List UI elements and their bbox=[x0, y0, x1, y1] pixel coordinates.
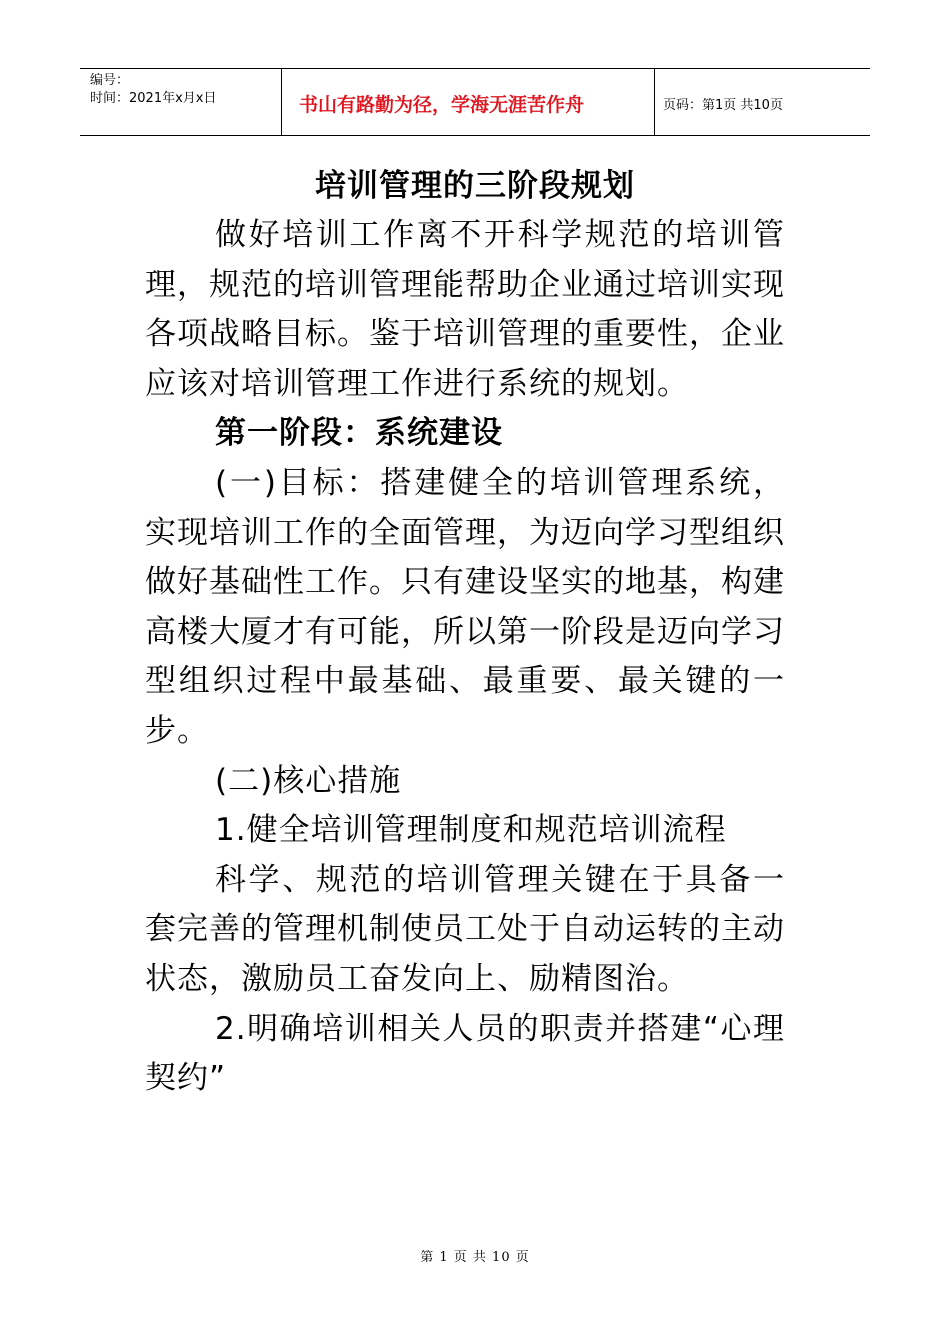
paragraph-intro: 做好培训工作离不开科学规范的培训管理，规范的培训管理能帮助企业通过培训实现各项战略目标。鉴于培训管理的重要性，企业应该对培训管理工作进行系统的规划。 bbox=[145, 217, 785, 402]
header-motto: 书山有路勤为径，学海无涯苦作舟 bbox=[299, 93, 585, 116]
paragraph-goal: (一)目标：搭建健全的培训管理系统，实现培训工作的全面管理，为迈向学习型组织做好基础性工作。只有建设坚实的地基，构建高楼大厦才有可能，所以第一阶段是迈向学习型组织过程中最基础、最重要、最关键的一步。 bbox=[145, 464, 785, 749]
paragraph-management-mechanism: 科学、规范的培训管理关键在于具备一套完善的管理机制使员工处于自动运转的主动状态，激励员工奋发向上、励精图治。 bbox=[145, 861, 785, 997]
subheading-core-measures: (二)核心措施 bbox=[215, 762, 402, 799]
document-body bbox=[145, 211, 785, 1104]
page-footer: 第 1 页 共 10 页 bbox=[420, 1250, 530, 1265]
document-header-table bbox=[80, 68, 870, 136]
section-heading-stage-one: 第一阶段：系统建设 bbox=[215, 415, 503, 452]
header-page-info: 页码：第1页 共10页 bbox=[663, 97, 783, 113]
header-page-cell bbox=[655, 69, 870, 135]
document-time-label: 时间：2021年x月x日 bbox=[90, 91, 217, 106]
list-item-2: 2.明确培训相关人员的职责并搭建“心理契约” bbox=[145, 1010, 785, 1097]
header-meta-cell bbox=[80, 69, 282, 135]
header-motto-cell bbox=[282, 69, 655, 135]
document-number-label: 编号： bbox=[90, 73, 130, 88]
document-title: 培训管理的三阶段规划 bbox=[315, 168, 635, 204]
list-item-1: 1.健全培训管理制度和规范培训流程 bbox=[215, 812, 727, 849]
